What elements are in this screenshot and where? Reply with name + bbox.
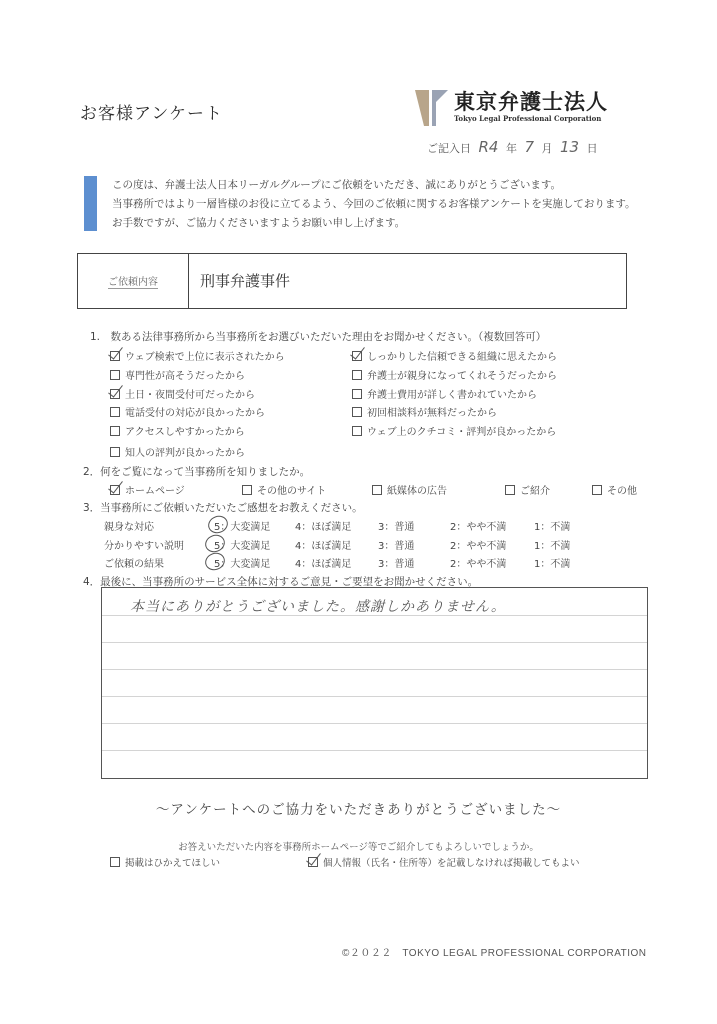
request-box	[77, 253, 627, 309]
ruled-line	[102, 669, 647, 670]
rating-option-5[interactable]: 5：大変満足	[214, 541, 271, 552]
date-label: ご記入日	[427, 142, 471, 155]
accent-bar	[84, 176, 97, 231]
q1-option[interactable]: ウェブ検索で上位に表示されたから	[110, 348, 285, 363]
copyright: ©２０２２ TOKYO LEGAL PROFESSIONAL CORPORATION	[342, 948, 647, 959]
rating-option-2[interactable]: 2：やや不満	[450, 541, 507, 552]
q1-option[interactable]: 初回相談料が無料だったから	[352, 404, 497, 419]
checkbox-checked-icon[interactable]	[352, 351, 362, 361]
entry-date	[427, 138, 598, 156]
checkbox-icon[interactable]	[110, 447, 120, 457]
rating-label: 分かりやすい説明	[104, 541, 184, 552]
q2-option[interactable]: その他のサイト	[242, 482, 326, 497]
checkbox-icon[interactable]	[242, 485, 252, 495]
checkbox-icon[interactable]	[110, 857, 120, 867]
q1-option[interactable]: 弁護士費用が詳しく書かれていたから	[352, 386, 537, 401]
date-year-label: 年	[505, 142, 517, 155]
ruled-line	[102, 696, 647, 697]
checkbox-icon[interactable]	[372, 485, 382, 495]
comment-textarea[interactable]	[101, 587, 648, 779]
request-label: ご依頼内容	[108, 273, 158, 289]
q1-title: 1. 数ある法律事務所から当事務所をお選びいただいた理由をお聞かせください。（複数回答可）	[90, 331, 547, 343]
logo-mark-icon	[414, 86, 450, 130]
rating-option-2[interactable]: 2：やや不満	[450, 522, 507, 533]
request-value[interactable]: 刑事弁護事件	[200, 272, 291, 290]
q2-option[interactable]: ご紹介	[505, 482, 550, 497]
ruled-line	[102, 642, 647, 643]
q1-option[interactable]: 専門性が高そうだったから	[110, 367, 245, 382]
checkbox-icon[interactable]	[110, 370, 120, 380]
q1-option[interactable]: アクセスしやすかったから	[110, 423, 245, 438]
q1-option[interactable]: 知人の評判が良かったから	[110, 444, 245, 459]
publish-option[interactable]: 個人情報（氏名・住所等）を記載しなければ掲載してもよい	[308, 855, 580, 869]
rating-option-5[interactable]: 5：大変満足	[214, 522, 271, 533]
rating-option-1[interactable]: 1：不満	[534, 541, 571, 552]
logo-name: 東京弁護士法人	[454, 89, 608, 114]
rating-option-2[interactable]: 2：やや不満	[450, 559, 507, 570]
rating-row	[0, 537, 717, 553]
q1-option[interactable]: 土日・夜間受付可だったから	[110, 386, 255, 401]
q1-option[interactable]: 電話受付の対応が良かったから	[110, 404, 265, 419]
q2-option[interactable]: その他	[592, 482, 637, 497]
checkbox-checked-icon[interactable]	[110, 485, 120, 495]
rating-row	[0, 518, 717, 534]
rating-row	[0, 555, 717, 571]
q1-option[interactable]: 弁護士が親身になってくれそうだったから	[352, 367, 557, 382]
q1-option[interactable]: ウェブ上のクチコミ・評判が良かったから	[352, 423, 556, 438]
date-day[interactable]: 13	[560, 138, 580, 156]
rating-label: 親身な対応	[104, 522, 154, 533]
checkbox-icon[interactable]	[592, 485, 602, 495]
thanks-message: ～アンケートへのご協力をいただきありがとうございました～	[155, 802, 562, 818]
intro-text	[112, 176, 636, 233]
intro-line: この度は、弁護士法人日本リーガルグループにご依頼をいただき、誠にありがとうございます。	[112, 179, 561, 191]
q4-title: 4．最後に、当事務所のサービス全体に対するご意見・ご要望をお聞かせください。	[83, 576, 479, 588]
checkbox-checked-icon[interactable]	[110, 351, 120, 361]
checkbox-icon[interactable]	[505, 485, 515, 495]
publish-question: お答えいただいた内容を事務所ホームページ等でご紹介してもよろしいでしょうか。	[178, 842, 539, 853]
ruled-line	[102, 723, 647, 724]
checkbox-icon[interactable]	[352, 389, 362, 399]
logo-subtitle: Tokyo Legal Professional Corporation	[454, 114, 602, 123]
date-month-label: 月	[541, 142, 553, 155]
firm-logo	[414, 86, 634, 136]
checkbox-checked-icon[interactable]	[308, 857, 318, 867]
q2-option[interactable]: ホームページ	[110, 482, 185, 497]
page-title: お客様アンケート	[80, 104, 223, 124]
intro-line: お手数ですが、ご協力くださいますようお願い申し上げます。	[112, 217, 406, 229]
q2-option[interactable]: 紙媒体の広告	[372, 482, 447, 497]
rating-option-3[interactable]: 3：普通	[378, 541, 415, 552]
date-day-label: 日	[586, 142, 598, 155]
rating-option-1[interactable]: 1：不満	[534, 522, 571, 533]
date-month[interactable]: 7	[524, 138, 535, 156]
rating-option-4[interactable]: 4：ほぼ満足	[295, 522, 352, 533]
publish-option[interactable]: 掲載はひかえてほしい	[110, 855, 220, 869]
comment-text: 本当にありがとうございました。感謝しかありません。	[130, 599, 506, 615]
rating-option-4[interactable]: 4：ほぼ満足	[295, 559, 352, 570]
rating-option-5[interactable]: 5：大変満足	[214, 559, 271, 570]
q1-option[interactable]: しっかりした信頼できる組織に思えたから	[352, 348, 557, 363]
ruled-line	[102, 750, 647, 751]
date-era[interactable]: R4	[478, 138, 499, 156]
checkbox-checked-icon[interactable]	[110, 389, 120, 399]
checkbox-icon[interactable]	[352, 407, 362, 417]
rating-label: ご依頼の結果	[104, 559, 164, 570]
rating-option-1[interactable]: 1：不満	[534, 559, 571, 570]
q3-title: 3．当事務所にご依頼いただいたご感想をお教えください。	[83, 502, 363, 514]
intro-line: 当事務所ではより一層皆様のお役に立てるよう、今回のご依頼に関するお客様アンケートを実施しております。	[112, 198, 636, 210]
rating-option-4[interactable]: 4：ほぼ満足	[295, 541, 352, 552]
rating-option-3[interactable]: 3：普通	[378, 559, 415, 570]
checkbox-icon[interactable]	[110, 426, 120, 436]
checkbox-icon[interactable]	[352, 426, 362, 436]
rating-option-3[interactable]: 3：普通	[378, 522, 415, 533]
checkbox-icon[interactable]	[352, 370, 362, 380]
checkbox-icon[interactable]	[110, 407, 120, 417]
q2-title: 2．何をご覧になって当事務所を知りましたか。	[83, 466, 311, 478]
